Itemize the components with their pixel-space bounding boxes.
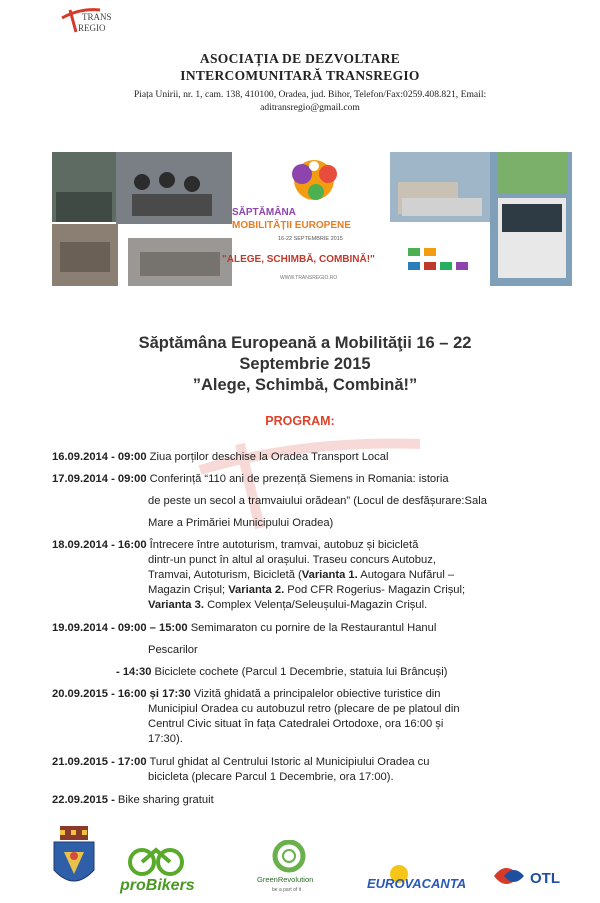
otl-logo xyxy=(490,856,570,896)
program-item-3-cont: dintr-un punct în altul al orașului. Traseu concurs Autobuz, xyxy=(148,554,436,566)
item-text: Conferință “110 ani de prezență Siemens in Romania: istoria xyxy=(146,473,449,485)
program-item-7-cont: bicicleta (plecare Parcul 1 Decembrie, ora 17:00). xyxy=(148,771,394,783)
program-item-8 xyxy=(52,793,214,808)
transregio-logo xyxy=(60,4,130,36)
greenrev-sub: be a part of it xyxy=(272,887,302,893)
program-item-6 xyxy=(52,687,441,702)
banner-line1: SĂPTĂMÂNA xyxy=(232,207,296,218)
item-date: 20.09.2015 - 16:00 și 17:30 xyxy=(52,688,191,700)
item-date: 19.09.2014 - 09:00 – 15:00 xyxy=(52,622,188,634)
banner-site: WWW.TRANSREGIO.RO xyxy=(280,275,338,281)
variant-2: Varianta 2. xyxy=(228,584,285,596)
program-item-7 xyxy=(52,755,430,770)
org-name-line2: INTERCOMUNITARĂ TRANSREGIO xyxy=(180,68,420,83)
program-item-2-cont: de peste un secol a tramvaiului orădean” (Locul de desfășurare:Sala xyxy=(148,495,487,507)
address-email: aditransregio@gmail.com xyxy=(260,102,360,113)
address-line1: Piața Unirii, nr. 1, cam. 138, 410100, Oradea, jud. Bihor, Telefon/Fax:0259.408.821, Email: xyxy=(133,89,487,100)
program-item-2 xyxy=(52,472,449,487)
banner-dates: 16-22 SEPTEMBRIE 2015 xyxy=(278,236,343,242)
program-item-2-cont: Mare a Primăriei Municipului Oradea) xyxy=(148,517,334,529)
greenrev-text: GreenRevolution xyxy=(257,875,314,884)
program-item-6-cont: Centrul Civic situat în fața Catedralei Ortodoxe, ora 16:00 și xyxy=(148,718,444,730)
logo-text-bottom: REGIO xyxy=(78,23,106,33)
program-item-1 xyxy=(52,450,388,465)
variant-3: Varianta 3. xyxy=(148,599,204,611)
program-item-3-cont: Tramvai, Autoturism, Bicicletă (Varianta 1. Autogara Nufărul – xyxy=(148,569,455,581)
org-address xyxy=(100,88,520,114)
program-item-3 xyxy=(52,538,418,553)
otl-text: OTL xyxy=(530,870,560,887)
item-date: 22.09.2015 - xyxy=(52,794,115,806)
program-item-6-cont: Municipiul Oradea cu autobuzul retro (plecare de pe platoul din xyxy=(148,703,460,715)
item-date: - 14:30 xyxy=(116,666,152,678)
org-name-line1: ASOCIAȚIA DE DEZVOLTARE xyxy=(199,51,401,66)
probikers-logo xyxy=(118,844,208,894)
item-text: Biciclete cochete (Parcul 1 Decembrie, statuia lui Brâncuși) xyxy=(151,666,448,678)
item-text: Ziua porților deschise la Oradea Transport Local xyxy=(146,451,389,463)
probikers-text: proBikers xyxy=(120,877,195,894)
banner-line2: MOBILITĂȚII EUROPENE xyxy=(232,220,351,231)
item-date: 21.09.2015 - 17:00 xyxy=(52,756,147,768)
program-item-4 xyxy=(52,621,436,636)
event-title-line1: Săptămâna Europeană a Mobilităţii 16 – 22 xyxy=(138,334,472,352)
item-date: 17.09.2014 - 09:00 xyxy=(52,473,147,485)
banner-slogan: "ALEGE, SCHIMBĂ, COMBINĂ!" xyxy=(222,254,375,265)
program-heading: PROGRAM: xyxy=(265,414,335,428)
green-revolution-logo xyxy=(254,840,324,898)
program-item-3-cont: Varianta 3. Complex Velența/Seleușului-Magazin Crișul. xyxy=(148,599,428,611)
item-date: 16.09.2014 - 09:00 xyxy=(52,451,147,463)
program-item-3-cont: Magazin Crișul; Varianta 2. Pod CFR Rogerius- Magazin Crișul; xyxy=(148,584,466,596)
variant-1: Varianta 1. xyxy=(301,569,358,581)
program-item-5 xyxy=(116,665,447,680)
mobility-week-banner xyxy=(52,152,572,286)
item-text: Vizită ghidată a principalelor obiective turistice din xyxy=(190,688,441,700)
item-text: Bike sharing gratuit xyxy=(114,794,214,806)
logo-text-top: TRANS xyxy=(82,12,112,22)
eurovacanta-logo xyxy=(365,860,469,894)
event-slogan: ”Alege, Schimbă, Combină!” xyxy=(192,376,418,394)
eurovacanta-text: EUROVACANTA xyxy=(367,876,467,891)
item-text: Turul ghidat al Centrului Istoric al Municipiului Oradea cu xyxy=(146,756,430,768)
program-item-4-cont: Pescarilor xyxy=(148,644,198,656)
item-text: Semimaraton cu pornire de la Restaurantul Hanul xyxy=(187,622,437,634)
item-text: Întrecere între autoturism, tramvai, autobuz și bicicletă xyxy=(146,539,419,551)
item-date: 18.09.2014 - 16:00 xyxy=(52,539,147,551)
program-item-6-cont: 17:30). xyxy=(148,733,183,745)
mobility-week-logo xyxy=(292,160,337,200)
event-title-line2: Septembrie 2015 xyxy=(239,355,371,373)
oradea-coat-of-arms-icon xyxy=(52,826,96,892)
